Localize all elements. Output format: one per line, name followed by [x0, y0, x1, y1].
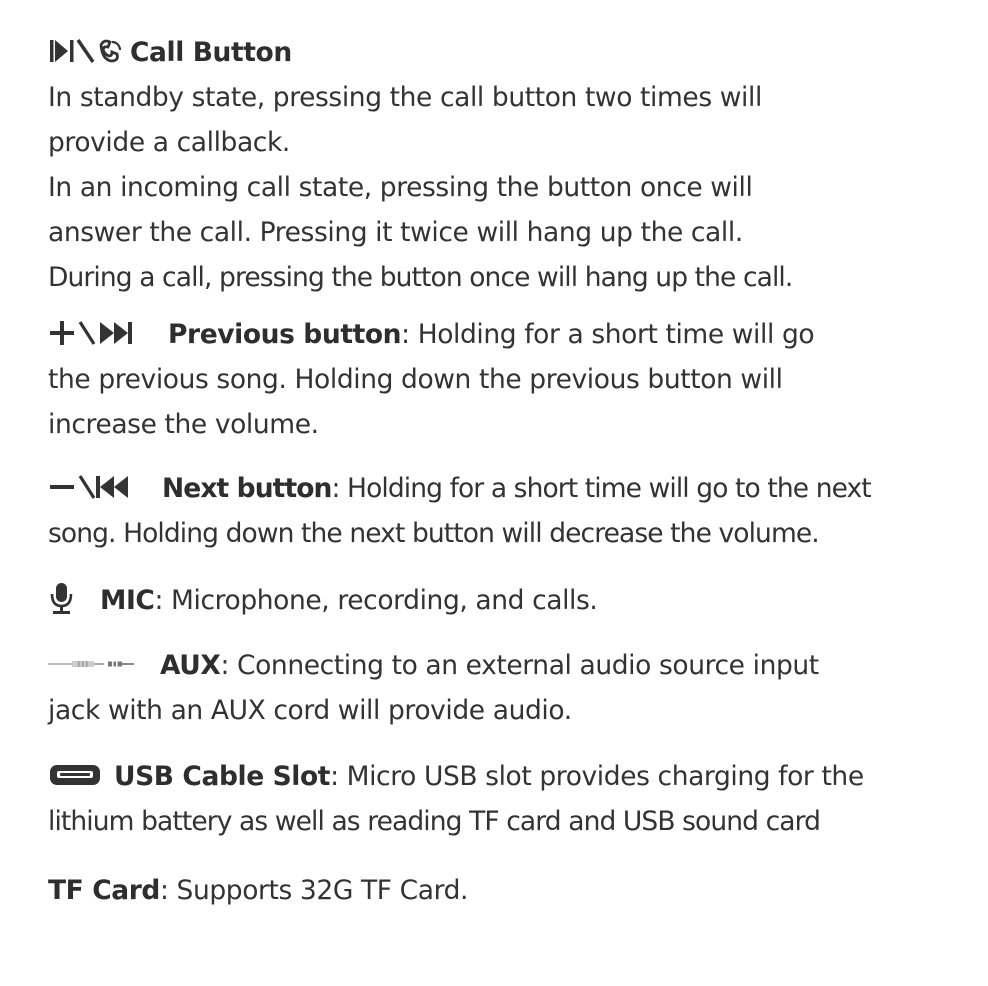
mic-desc: : Microphone, recording, and calls.	[154, 585, 598, 616]
plus-skip-forward-icon	[48, 318, 168, 348]
call-line: answer the call. Pressing it twice will hang up the call.	[48, 217, 743, 248]
microphone-icon	[48, 582, 100, 616]
previous-line-3: increase the volume.	[48, 409, 319, 440]
next-desc: : Holding for a short time will go to the next	[331, 473, 871, 504]
previous-button-title: Previous button	[168, 319, 402, 350]
tf-line	[48, 868, 973, 913]
call-button-section	[48, 30, 973, 300]
aux-line	[48, 643, 973, 688]
usb-title: USB Cable Slot	[114, 761, 331, 792]
call-button-title: Call Button	[130, 37, 292, 68]
previous-button-section	[48, 312, 973, 447]
aux-section	[48, 643, 973, 733]
usb-section	[48, 754, 973, 844]
mic-line	[48, 578, 973, 623]
call-line: During a call, pressing the button once will hang up the call.	[48, 262, 793, 293]
previous-line	[48, 312, 973, 357]
aux-cable-icon	[48, 652, 160, 676]
previous-line-2: the previous song. Holding down the previous button will	[48, 364, 783, 395]
aux-title: AUX	[160, 650, 221, 681]
manual-page	[48, 30, 973, 913]
next-button-section	[48, 466, 973, 556]
call-line: In standby state, pressing the call button two times will	[48, 82, 762, 113]
usb-line-2: lithium battery as well as reading TF card and USB sound card	[48, 806, 821, 837]
mic-title: MIC	[100, 585, 155, 616]
tf-card-desc: : Supports 32G TF Card.	[159, 875, 469, 906]
call-button-heading	[48, 30, 973, 75]
next-line	[48, 466, 973, 511]
mic-section	[48, 578, 973, 623]
next-button-title: Next button	[162, 473, 332, 504]
tf-card-title: TF Card	[48, 875, 160, 906]
minus-skip-back-icon	[48, 472, 162, 502]
call-line: In an incoming call state, pressing the button once will	[48, 172, 753, 203]
aux-desc: : Connecting to an external audio source input	[220, 650, 819, 681]
aux-line-2: jack with an AUX cord will provide audio.	[48, 695, 572, 726]
previous-desc: : Holding for a short time will go	[401, 319, 815, 350]
micro-usb-port-icon	[48, 762, 114, 788]
tf-card-section	[48, 868, 973, 913]
next-line-2: song. Holding down the next button will decrease the volume.	[48, 518, 819, 549]
play-pause-phone-icon	[48, 36, 130, 66]
usb-desc: : Micro USB slot provides charging for the	[330, 761, 864, 792]
usb-line	[48, 754, 973, 799]
call-line: provide a callback.	[48, 127, 290, 158]
